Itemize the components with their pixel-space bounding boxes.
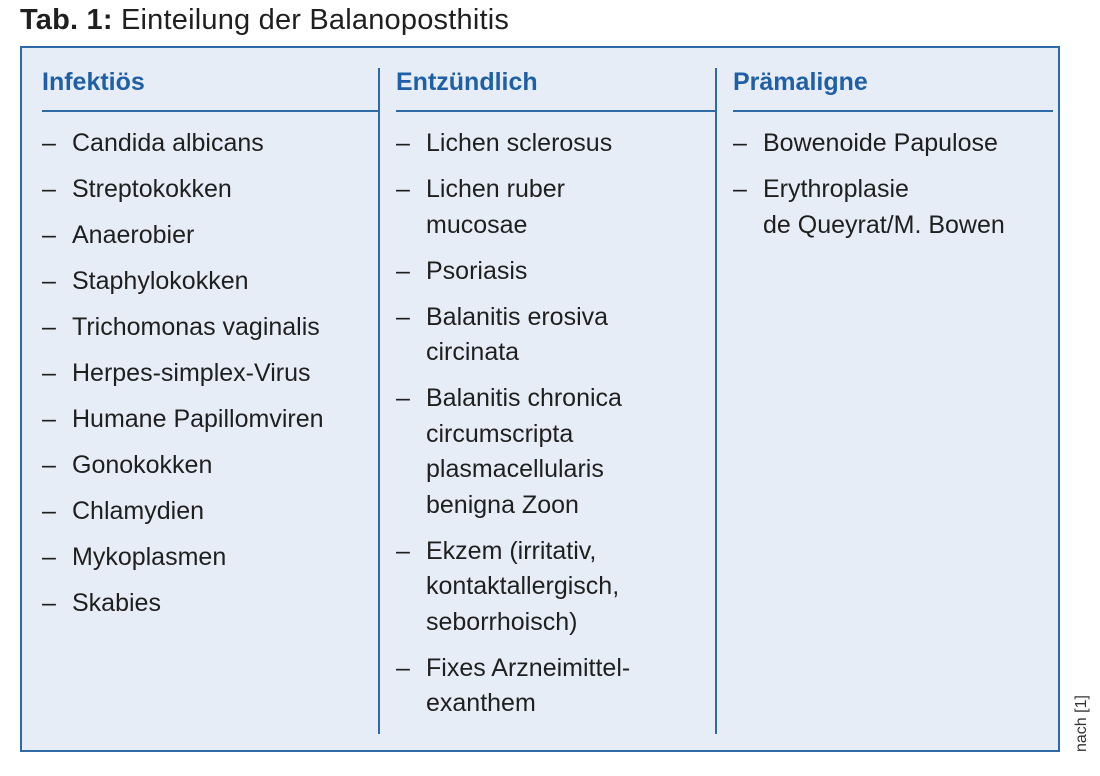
list-item-text: Streptokokken [72,175,232,203]
list-item [396,126,716,162]
item-list [42,126,378,622]
column-praemaligne [733,68,1053,734]
dash-bullet: – [42,267,56,295]
list-item-text: Gonokokken [72,451,213,479]
list-item-text: Ekzem (irritativ, [426,536,597,565]
dash-bullet: – [396,129,410,157]
list-item-text: exanthem [426,689,536,717]
list-item-text: seborrhoisch) [426,607,578,636]
list-item-text: circumscripta [426,419,574,448]
list-item-text: Herpes-simplex-Virus [72,359,311,387]
dash-bullet: – [42,313,56,341]
dash-bullet: – [396,256,410,285]
list-item [42,540,378,576]
list-item [396,651,716,722]
list-item-text: Balanitis chronica [426,384,622,412]
list-item-text: mucosae [426,210,528,239]
column-heading: Prämaligne [733,68,1053,112]
list-item [42,586,378,622]
list-item-text: Chlamydien [72,497,205,525]
dash-bullet: – [396,175,410,203]
list-item-text: Lichen ruber [426,175,565,203]
list-item-text: plasmacellularis [426,455,604,483]
source-note: nach [1] [1073,695,1090,752]
dash-bullet: – [396,536,410,565]
dash-bullet: – [396,384,410,412]
dash-bullet: – [42,359,56,387]
list-item-text: Psoriasis [426,256,528,285]
table-box [20,46,1060,752]
dash-bullet: – [396,302,410,331]
table-number: Tab. 1: [20,4,113,36]
dash-bullet: – [42,451,56,479]
dash-bullet: – [42,129,56,157]
list-item [396,381,716,523]
dash-bullet: – [42,589,56,617]
table-title: Einteilung der Balanoposthitis [120,4,510,36]
list-item-text: Balanitis erosiva [426,302,609,331]
dash-bullet: – [42,543,56,571]
dash-bullet: – [733,129,747,157]
dash-bullet: – [42,405,56,433]
dash-bullet: – [42,175,56,203]
dash-bullet: – [42,221,56,249]
dash-bullet: – [733,175,747,203]
list-item [42,494,378,530]
list-item [733,172,1053,243]
list-item [42,402,378,438]
list-item-text: Candida albicans [72,129,264,157]
list-item [396,534,716,641]
list-item-text: circinata [426,338,520,366]
list-item-text: Trichomonas vaginalis [72,313,320,341]
list-item-text: Bowenoide Papulose [763,129,998,157]
list-item [396,300,716,371]
list-item-text: Staphylokokken [72,267,249,295]
list-item-text: Mykoplasmen [72,543,227,571]
item-list [396,126,716,722]
column-heading: Entzündlich [396,68,716,112]
list-item-text: Lichen sclerosus [426,129,613,157]
list-item [396,254,716,290]
list-item [42,448,378,484]
table-caption [20,2,509,38]
list-item [733,126,1053,162]
list-item-text: de Queyrat/M. Bowen [763,210,1005,239]
list-item [42,172,378,208]
list-item-text: Skabies [72,589,161,617]
list-item-text: Erythroplasie [763,175,909,203]
list-item [42,264,378,300]
list-item-text: benigna Zoon [426,490,579,519]
list-item [42,126,378,162]
list-item-text: kontaktallergisch, [426,572,620,600]
list-item [42,218,378,254]
list-item-text: Fixes Arzneimittel- [426,653,631,682]
dash-bullet: – [42,497,56,525]
list-item-text: Anaerobier [72,221,195,249]
list-item [42,356,378,392]
column-divider [715,68,717,734]
column-infektioes [42,68,378,734]
column-entzuendlich [396,68,716,734]
list-item-text: Humane Papillomviren [72,405,324,433]
column-heading: Infektiös [42,68,378,112]
list-item [396,172,716,243]
item-list [733,126,1053,243]
column-divider [378,68,380,734]
dash-bullet: – [396,653,410,682]
list-item [42,310,378,346]
